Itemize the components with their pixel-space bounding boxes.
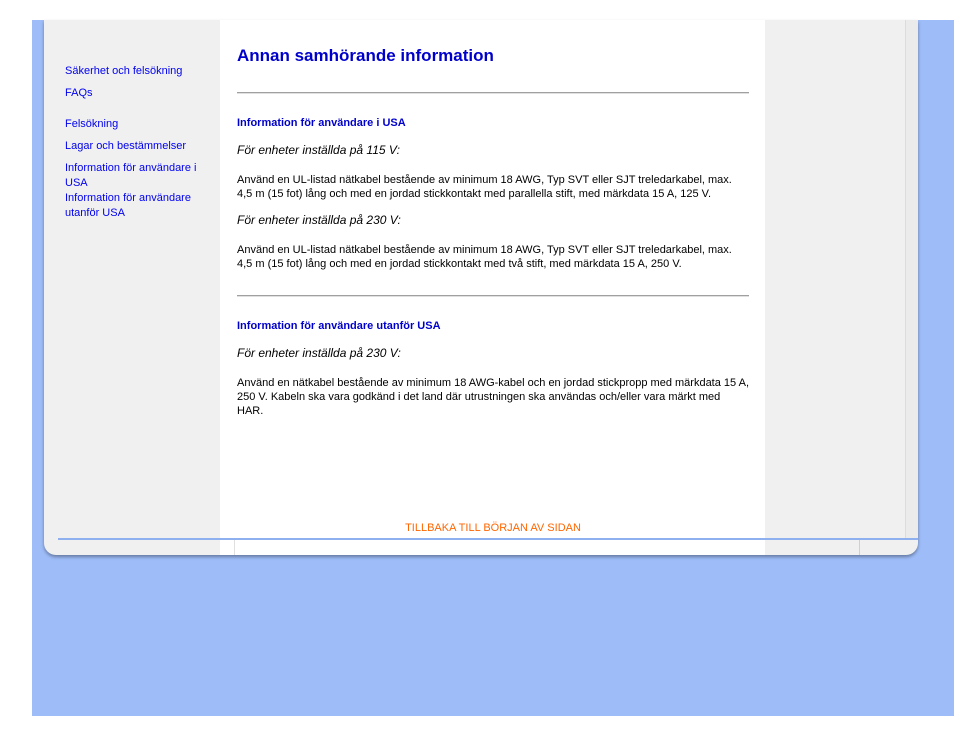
- nav-link-safety-troubleshooting[interactable]: Säkerhet och felsökning: [65, 65, 183, 77]
- sidebar: [44, 20, 220, 540]
- section-heading-usa: Information för användare i USA: [237, 117, 406, 129]
- paragraph-230v-usa: Använd en UL-listad nätkabel bestående av minimum 18 AWG, Typ SVT eller SJT treledarkabel, max. 4,5 m (15 fot) lång och med en jordad stickkontakt med två stift, med märkdata 15 A, 250 V.: [237, 244, 732, 270]
- nav-link-troubleshooting[interactable]: Felsökning: [65, 118, 119, 130]
- nav-link-regulatory[interactable]: Lagar och bestämmelser: [65, 140, 187, 152]
- divider: [237, 92, 749, 94]
- paragraph-230v-outside: Använd en nätkabel bestående av minimum 18 AWG-kabel och en jordad stickpropp med märkdata 15 A, 250 V. Kabeln ska vara godkänd i det land där utrustningen ska användas och/eller vara märkt med HAR.: [237, 377, 749, 417]
- nav-link-faqs[interactable]: FAQs: [65, 87, 93, 99]
- nav-link-non-usa-users[interactable]: Information för användare utanför USA: [65, 192, 191, 219]
- back-to-top-link[interactable]: TILLBAKA TILL BÖRJAN AV SIDAN: [405, 522, 581, 534]
- divider: [237, 295, 749, 297]
- footer-strip: [220, 540, 765, 555]
- subheading-230v-outside: För enheter inställda på 230 V:: [237, 346, 401, 360]
- page-frame: [44, 20, 918, 555]
- right-edge-strip: [905, 20, 918, 540]
- right-panel: [765, 20, 918, 540]
- subheading-230v-usa: För enheter inställda på 230 V:: [237, 213, 401, 227]
- page-title: Annan samhörande information: [237, 46, 494, 65]
- paragraph-115v: Använd en UL-listad nätkabel bestående av minimum 18 AWG, Typ SVT eller SJT treledarkabel, max. 4,5 m (15 fot) lång och med en jordad stickkontakt med parallella stift, med märkdata 15 A, 125 V.: [237, 174, 732, 200]
- footer-tick: [859, 540, 860, 555]
- section-heading-outside-usa: Information för användare utanför USA: [237, 320, 441, 332]
- footer-tick: [234, 540, 235, 555]
- subheading-115v: För enheter inställda på 115 V:: [237, 143, 400, 157]
- sidebar-nav: [65, 64, 215, 221]
- nav-link-usa-users[interactable]: Information för användare i USA: [65, 162, 197, 189]
- main-content: [220, 20, 765, 540]
